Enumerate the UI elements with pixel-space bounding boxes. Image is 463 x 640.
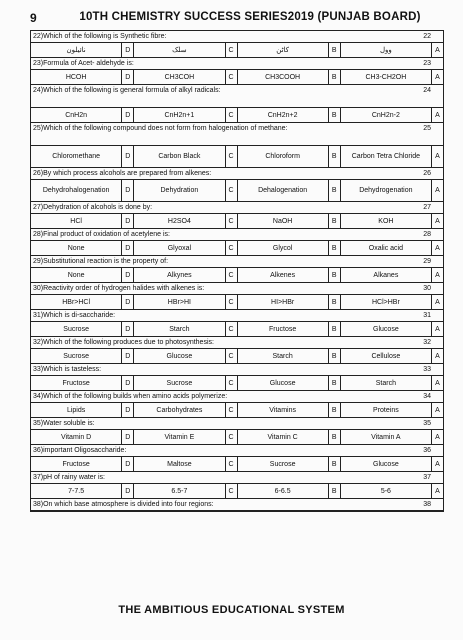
option-text: None xyxy=(67,244,85,252)
option-text: HBr>HI xyxy=(167,298,191,306)
option-text: Glucose xyxy=(166,352,193,360)
option-text: Glyoxal xyxy=(167,244,192,252)
question-number: 37 xyxy=(423,474,431,481)
question-row xyxy=(31,364,443,391)
option-letter: A xyxy=(435,460,440,468)
option-cell xyxy=(134,146,225,167)
option-text: CnH2n+1 xyxy=(164,111,195,119)
option-text: CH3COOH xyxy=(265,73,301,81)
option-text: 5-6 xyxy=(380,487,391,495)
options-row xyxy=(31,321,443,336)
option-text: 6.5-7 xyxy=(171,487,188,495)
option-cell xyxy=(134,484,225,498)
options-row xyxy=(31,145,443,167)
option-text: Dehydrohalogenation xyxy=(42,187,110,194)
options-row xyxy=(31,402,443,417)
option-text: CnH2n+2 xyxy=(267,111,298,119)
options-row xyxy=(31,42,443,57)
options-row xyxy=(31,483,443,498)
options-row xyxy=(31,429,443,444)
option-letter: D xyxy=(122,241,134,255)
question-row xyxy=(31,58,443,85)
option-text: Maltose xyxy=(167,460,192,468)
option-text: Alkenes xyxy=(270,271,296,279)
question-label: 23)Formula of Acet- aldehyde is: xyxy=(33,60,134,67)
options-row xyxy=(31,456,443,471)
option-text: Fructose xyxy=(62,379,90,387)
question-text xyxy=(31,229,443,240)
footer-text: THE AMBITIOUS EDUCATIONAL SYSTEM xyxy=(118,604,345,616)
option-letter: A xyxy=(435,487,440,495)
option-cell xyxy=(341,403,432,417)
question-text xyxy=(31,472,443,483)
option-cell xyxy=(341,241,432,255)
option-text: HCl xyxy=(70,217,82,225)
option-text: Lipids xyxy=(66,406,86,414)
question-text xyxy=(31,310,443,321)
option-text: Glycol xyxy=(272,244,293,252)
option-cell xyxy=(238,268,329,282)
question-number: 23 xyxy=(423,60,431,67)
question-text xyxy=(31,85,443,107)
option-text: Starch xyxy=(375,379,396,387)
option-letter: D xyxy=(122,146,134,167)
option-letter: B xyxy=(329,268,341,282)
option-cell xyxy=(341,457,432,471)
option-cell xyxy=(238,146,329,167)
option-text: Dehydration xyxy=(160,187,199,194)
option-cell xyxy=(238,322,329,336)
option-cell xyxy=(341,70,432,84)
option-cell xyxy=(341,43,432,57)
question-label: 26)By which process alcohols are prepared from alkenes: xyxy=(33,170,212,177)
option-letter: A xyxy=(435,325,440,333)
option-letter: D xyxy=(122,43,134,57)
options-row xyxy=(31,69,443,84)
page-header xyxy=(0,8,463,30)
option-letter: B xyxy=(329,484,341,498)
option-cell xyxy=(238,403,329,417)
option-cell xyxy=(31,295,122,309)
options-row xyxy=(31,240,443,255)
question-row xyxy=(31,472,443,499)
option-text: Dehydrogenation xyxy=(359,187,413,194)
option-cell xyxy=(134,403,225,417)
question-text xyxy=(31,283,443,294)
option-text: Sucrose xyxy=(63,325,89,333)
option-cell xyxy=(134,180,225,201)
option-text: H2SO4 xyxy=(167,217,191,225)
question-row xyxy=(31,31,443,58)
option-letter: A xyxy=(435,244,440,252)
option-text: Vitamin C xyxy=(267,433,298,441)
option-letter: B xyxy=(329,146,341,167)
option-text: 6-6.5 xyxy=(274,487,291,495)
option-cell xyxy=(31,376,122,390)
option-cell xyxy=(134,214,225,228)
option-cell xyxy=(134,349,225,363)
option-letter: B xyxy=(329,108,341,122)
question-label: 33)Which is tasteless: xyxy=(33,366,102,373)
question-number: 27 xyxy=(423,204,431,211)
question-row xyxy=(31,256,443,283)
option-text: HCOH xyxy=(65,73,87,81)
option-cell xyxy=(238,430,329,444)
page-title: 10TH CHEMISTRY SUCCESS SERIES2019 (PUNJAB BOARD) xyxy=(79,11,421,23)
question-number: 30 xyxy=(423,285,431,292)
option-cell xyxy=(341,349,432,363)
question-number: 22 xyxy=(423,33,431,40)
option-text: Vitamin D xyxy=(61,433,92,441)
option-cell xyxy=(134,457,225,471)
option-cell xyxy=(31,108,122,122)
option-text: HI>HBr xyxy=(271,298,295,306)
option-letter: C xyxy=(226,430,238,444)
question-label: 37)pH of rainy water is: xyxy=(33,474,105,481)
question-label: 35)Water soluble is: xyxy=(33,420,95,427)
option-cell xyxy=(134,430,225,444)
option-letter: D xyxy=(122,70,134,84)
option-letter: C xyxy=(226,70,238,84)
option-text: Sucrose xyxy=(166,379,193,387)
option-letter: A xyxy=(435,298,440,306)
option-text: Sucrose xyxy=(269,460,296,468)
option-cell xyxy=(31,180,122,201)
option-cell xyxy=(341,146,432,167)
option-cell xyxy=(341,430,432,444)
option-letter: A xyxy=(435,433,440,441)
question-row xyxy=(31,229,443,256)
option-letter: A xyxy=(435,46,440,54)
options-row xyxy=(31,348,443,363)
option-text: نائیلون xyxy=(66,47,86,54)
question-row xyxy=(31,85,443,123)
option-cell xyxy=(238,70,329,84)
options-row xyxy=(31,375,443,390)
option-letter: C xyxy=(226,295,238,309)
question-label: 22)Which of the following is Synthetic fibre: xyxy=(33,33,167,40)
question-text xyxy=(31,58,443,69)
question-label: 32)Which of the following produces due to photosynthesis: xyxy=(33,339,214,346)
option-cell xyxy=(238,43,329,57)
option-text: سلک xyxy=(172,47,187,54)
options-row xyxy=(31,294,443,309)
option-cell xyxy=(341,376,432,390)
option-cell xyxy=(31,322,122,336)
option-letter: D xyxy=(122,403,134,417)
question-number: 34 xyxy=(423,393,431,400)
option-cell xyxy=(134,268,225,282)
option-cell xyxy=(31,457,122,471)
option-cell xyxy=(341,268,432,282)
option-letter: B xyxy=(329,430,341,444)
question-text xyxy=(31,418,443,429)
option-letter: A xyxy=(435,271,440,279)
option-letter: B xyxy=(329,70,341,84)
option-text: Chloromethane xyxy=(52,153,101,160)
question-text xyxy=(31,202,443,213)
question-label: 24)Which of the following is general formula of alkyl radicals: xyxy=(33,87,221,94)
option-letter: B xyxy=(329,214,341,228)
options-row xyxy=(31,267,443,282)
question-number: 38 xyxy=(423,501,431,508)
question-table xyxy=(30,30,444,512)
option-cell xyxy=(31,241,122,255)
question-label: 34)Which of the following builds when amino acids polymerize: xyxy=(33,393,228,400)
option-letter: A xyxy=(435,406,440,414)
question-row xyxy=(31,418,443,445)
question-text xyxy=(31,499,443,510)
option-letter: D xyxy=(122,484,134,498)
question-text xyxy=(31,364,443,375)
option-text: Oxalic acid xyxy=(368,244,403,252)
option-cell xyxy=(31,403,122,417)
option-text: Sucrose xyxy=(63,352,89,360)
option-text: Carbon Tetra Chloride xyxy=(351,153,421,160)
option-letter: A xyxy=(435,352,440,360)
question-text xyxy=(31,31,443,42)
question-row xyxy=(31,310,443,337)
option-text: Glucose xyxy=(269,379,296,387)
option-letter: C xyxy=(226,349,238,363)
option-cell xyxy=(134,108,225,122)
option-cell xyxy=(31,430,122,444)
option-cell xyxy=(341,484,432,498)
option-cell xyxy=(238,349,329,363)
option-text: CH3-CH2OH xyxy=(365,73,407,81)
option-text: Vitamin A xyxy=(371,433,401,441)
question-label: 30)Reactivity order of hydrogen halides with alkenes is: xyxy=(33,285,205,292)
option-letter: B xyxy=(329,376,341,390)
question-number: 25 xyxy=(423,125,431,132)
option-letter: B xyxy=(329,349,341,363)
question-row xyxy=(31,499,443,511)
option-letter: C xyxy=(226,457,238,471)
question-label: 36)important Oligosaccharide: xyxy=(33,447,127,454)
question-label: 25)Which of the following compound does not form from halogenation of methane: xyxy=(33,125,288,132)
option-letter: A xyxy=(435,73,440,81)
option-cell xyxy=(134,241,225,255)
option-letter: B xyxy=(329,43,341,57)
option-cell xyxy=(238,295,329,309)
option-cell xyxy=(134,322,225,336)
question-number: 29 xyxy=(423,258,431,265)
option-letter: C xyxy=(226,180,238,201)
option-letter: C xyxy=(226,376,238,390)
option-letter: A xyxy=(435,379,440,387)
option-text: Fructose xyxy=(269,325,297,333)
option-cell xyxy=(341,295,432,309)
option-text: Carbon Black xyxy=(158,153,201,160)
question-row xyxy=(31,391,443,418)
option-letter: D xyxy=(122,268,134,282)
option-cell xyxy=(134,295,225,309)
option-text: وول xyxy=(379,47,392,54)
option-letter: B xyxy=(329,295,341,309)
option-cell xyxy=(238,376,329,390)
option-cell xyxy=(341,322,432,336)
question-text xyxy=(31,168,443,179)
option-text: Fructose xyxy=(62,460,90,468)
option-text: کاٹن xyxy=(276,47,289,54)
question-number: 36 xyxy=(423,447,431,454)
option-letter: B xyxy=(329,457,341,471)
option-letter: D xyxy=(122,108,134,122)
option-letter: D xyxy=(122,376,134,390)
option-text: Starch xyxy=(169,325,190,333)
option-letter: C xyxy=(226,214,238,228)
option-letter: D xyxy=(122,430,134,444)
option-letter: D xyxy=(122,295,134,309)
option-cell xyxy=(31,268,122,282)
option-cell xyxy=(31,214,122,228)
option-letter: D xyxy=(122,349,134,363)
option-letter: C xyxy=(226,43,238,57)
option-letter: D xyxy=(122,180,134,201)
option-text: Dehalogenation xyxy=(258,187,308,194)
option-text: Glucose xyxy=(373,460,399,468)
question-text xyxy=(31,337,443,348)
option-letter: C xyxy=(226,403,238,417)
option-letter: C xyxy=(226,322,238,336)
question-label: 28)Final product of oxidation of acetylene is: xyxy=(33,231,170,238)
option-letter: A xyxy=(435,111,440,119)
option-letter: A xyxy=(435,153,440,160)
option-text: Cellulose xyxy=(371,352,401,360)
option-cell xyxy=(341,214,432,228)
option-cell xyxy=(238,180,329,201)
options-row xyxy=(31,213,443,228)
question-number: 35 xyxy=(423,420,431,427)
question-text xyxy=(31,391,443,402)
question-number: 28 xyxy=(423,231,431,238)
option-text: CnH2n xyxy=(65,111,88,119)
option-cell xyxy=(238,457,329,471)
option-cell xyxy=(341,180,432,201)
option-letter: B xyxy=(329,322,341,336)
option-cell xyxy=(31,70,122,84)
option-cell xyxy=(341,108,432,122)
question-label: 31)Which is di-saccharide: xyxy=(33,312,116,319)
question-row xyxy=(31,202,443,229)
option-text: Chloroform xyxy=(265,153,300,160)
question-label: 27)Dehydration of alcohols is done by: xyxy=(33,204,153,211)
option-text: None xyxy=(67,271,85,279)
option-text: Starch xyxy=(272,352,293,360)
option-letter: D xyxy=(122,457,134,471)
option-cell xyxy=(31,146,122,167)
question-number: 24 xyxy=(423,87,431,94)
question-row xyxy=(31,123,443,168)
question-row xyxy=(31,168,443,202)
question-text xyxy=(31,123,443,145)
option-text: Vitamin E xyxy=(164,433,195,441)
option-text: CH3COH xyxy=(164,73,195,81)
option-text: Proteins xyxy=(373,406,399,414)
question-text xyxy=(31,445,443,456)
option-text: Alkanes xyxy=(373,271,399,279)
option-cell xyxy=(134,43,225,57)
option-letter: C xyxy=(226,108,238,122)
option-text: Carbohydrates xyxy=(156,406,203,414)
options-row xyxy=(31,179,443,201)
option-letter: C xyxy=(226,268,238,282)
option-text: HBr>HCl xyxy=(62,298,91,306)
option-text: CnH2n-2 xyxy=(371,111,400,119)
option-cell xyxy=(31,484,122,498)
option-letter: B xyxy=(329,403,341,417)
option-text: Glucose xyxy=(373,325,399,333)
option-letter: C xyxy=(226,146,238,167)
option-text: KOH xyxy=(378,217,394,225)
option-letter: C xyxy=(226,484,238,498)
option-cell xyxy=(238,241,329,255)
option-letter: D xyxy=(122,322,134,336)
option-cell xyxy=(238,108,329,122)
question-row xyxy=(31,283,443,310)
question-label: 38)On which base atmosphere is divided into four regions: xyxy=(33,501,214,508)
options-row xyxy=(31,107,443,122)
option-letter: A xyxy=(435,217,440,225)
question-number: 32 xyxy=(423,339,431,346)
option-cell xyxy=(31,43,122,57)
option-text: NaOH xyxy=(272,217,293,225)
option-text: 7-7.5 xyxy=(68,487,85,495)
question-number: 31 xyxy=(423,312,431,319)
question-number: 26 xyxy=(423,170,431,177)
option-letter: B xyxy=(329,241,341,255)
question-label: 29)Substitutional reaction is the property of: xyxy=(33,258,169,265)
option-cell xyxy=(238,484,329,498)
question-row xyxy=(31,337,443,364)
option-cell xyxy=(134,376,225,390)
option-cell xyxy=(31,349,122,363)
page-number: 9 xyxy=(30,11,37,25)
option-cell xyxy=(238,214,329,228)
option-text: Vitamins xyxy=(269,406,296,414)
option-letter: A xyxy=(435,187,440,194)
question-text xyxy=(31,256,443,267)
option-cell xyxy=(134,70,225,84)
option-text: HCl>HBr xyxy=(371,298,400,306)
question-number: 33 xyxy=(423,366,431,373)
question-row xyxy=(31,445,443,472)
option-letter: D xyxy=(122,214,134,228)
option-letter: C xyxy=(226,241,238,255)
option-text: Alkynes xyxy=(167,271,192,279)
option-letter: B xyxy=(329,180,341,201)
